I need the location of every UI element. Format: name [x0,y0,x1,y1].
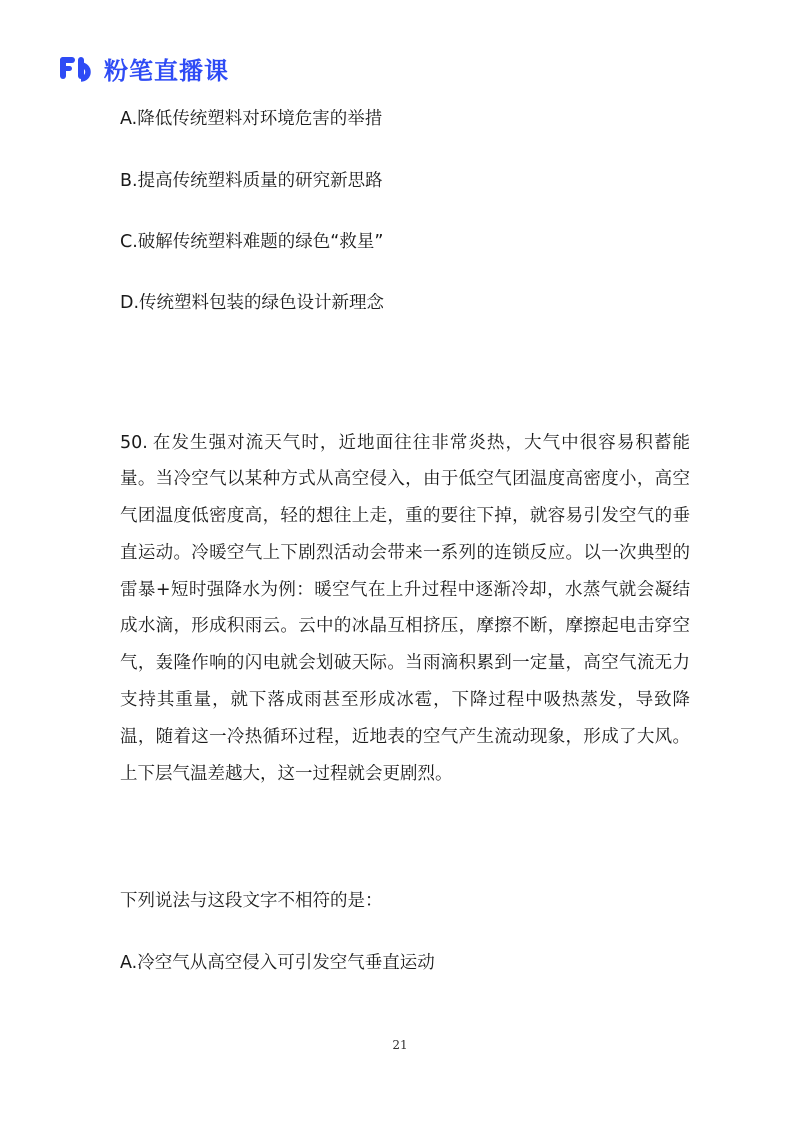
page-number: 21 [392,1038,408,1052]
question-option-a: A.冷空气从高空侵入可引发空气垂直运动 [120,953,435,973]
question-stem: 下列说法与这段文字不相符的是： [120,891,383,911]
passage-text: 在发生强对流天气时，近地面往往非常炎热，大气中很容易积蓄能量。当冷空气以某种方式从高空侵入，由于低空气团温度高密度小，高空气团温度低密度高，轻的想往上走，重的要往下掉，就容易引发空气的垂直运动。冷暖空气上下剧烈活动会带来一系列的连锁反应。以一次典型的雷暴+短时强降水为例：暖空气在上升过程中逐渐冷却，水蒸气就会凝结成水滴，形成积雨云。云中的冰晶互相挤压，摩擦不断，摩擦起电击穿空气，轰隆作响的闪电就会划破天际。当雨滴积累到一定量，高空气流无力支持其重量，就下落成雨甚至形成冰雹，下降过程中吸热蒸发，导致降温，随着这一冷热循环过程，近地表的空气产生流动现象，形成了大风。上下层气温差越大，这一过程就会更剧烈。 [120,432,690,784]
prev-option-c: C.破解传统塑料难题的绿色“救星” [120,232,384,252]
question-passage [120,425,690,793]
page-header [58,52,229,84]
question-number: 50. [120,432,148,453]
brand-name: 粉笔直播课 [104,56,229,85]
prev-option-a: A.降低传统塑料对环境危害的举措 [120,109,383,129]
fenbi-logo-icon [58,54,98,82]
prev-option-b: B.提高传统塑料质量的研究新思路 [120,171,383,191]
prev-option-d: D.传统塑料包装的绿色设计新理念 [120,293,385,313]
